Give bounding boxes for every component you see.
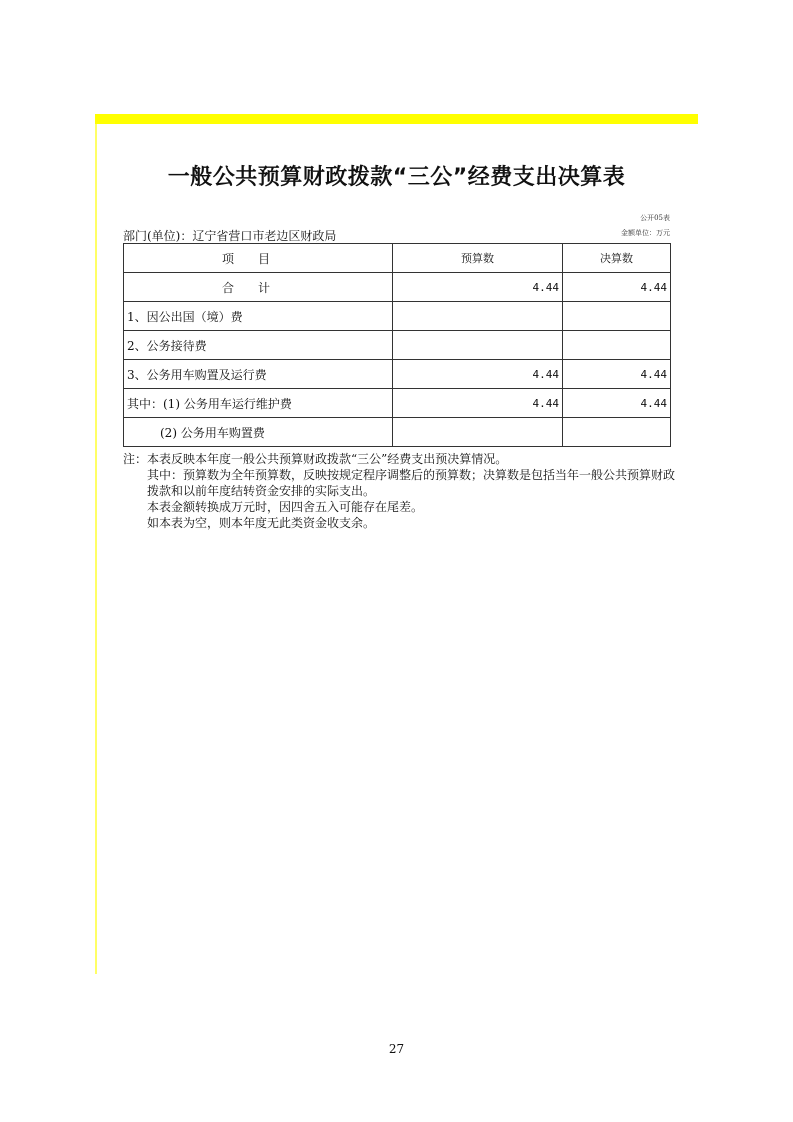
note-line: 注：本表反映本年度一般公共预算财政拨款“三公”经费支出预决算情况。: [123, 452, 508, 466]
row-final-cell: [563, 418, 671, 447]
amount-unit: 金额单位：万元: [621, 229, 670, 237]
row-item-cell: 1、因公出国（境）费: [124, 302, 393, 331]
header-item: 项目: [124, 244, 393, 273]
row-item-cell: 2、公务接待费: [124, 331, 393, 360]
row-final-cell: [563, 302, 671, 331]
page-number: 27: [388, 1042, 405, 1056]
table-row: [124, 302, 671, 331]
yellow-margin-line: [95, 124, 97, 974]
table-row-total: [124, 273, 671, 302]
form-code: 公开05表: [640, 214, 670, 222]
row-final-cell: 4.44: [563, 389, 671, 418]
expense-table: [123, 243, 671, 447]
total-final-cell: 4.44: [563, 273, 671, 302]
row-budget-cell: [393, 302, 563, 331]
header-final: 决算数: [563, 244, 671, 273]
row-budget-cell: [393, 331, 563, 360]
page-title: 一般公共预算财政拨款“三公”经费支出决算表: [167, 165, 626, 190]
row-item-cell: 3、公务用车购置及运行费: [124, 360, 393, 389]
total-budget-cell: 4.44: [393, 273, 563, 302]
row-final-cell: 4.44: [563, 360, 671, 389]
table-row: [124, 331, 671, 360]
row-budget-cell: 4.44: [393, 389, 563, 418]
note-line: 其中：预算数为全年预算数，反映按规定程序调整后的预算数；决算数是包括当年一般公共预算财政拨款和以前年度结转资金安排的实际支出。: [147, 468, 676, 498]
yellow-header-bar: [95, 114, 698, 124]
row-budget-cell: 4.44: [393, 360, 563, 389]
table-row: [124, 360, 671, 389]
note-line: 本表金额转换成万元时，因四舍五入可能存在尾差。: [147, 500, 424, 514]
row-final-cell: [563, 331, 671, 360]
table-row: [124, 418, 671, 447]
department-label: 部门(单位)：辽宁省营口市老边区财政局: [123, 229, 337, 243]
row-budget-cell: [393, 418, 563, 447]
table-header-row: [124, 244, 671, 273]
table-notes: [123, 451, 683, 531]
row-item-cell: 其中：(1) 公务用车运行维护费: [124, 389, 393, 418]
note-line: 如本表为空，则本年度无此类资金收支余。: [147, 516, 376, 530]
total-label-cell: 合计: [124, 273, 393, 302]
row-item-cell: (2) 公务用车购置费: [124, 418, 393, 447]
table-row: [124, 389, 671, 418]
header-budget: 预算数: [393, 244, 563, 273]
